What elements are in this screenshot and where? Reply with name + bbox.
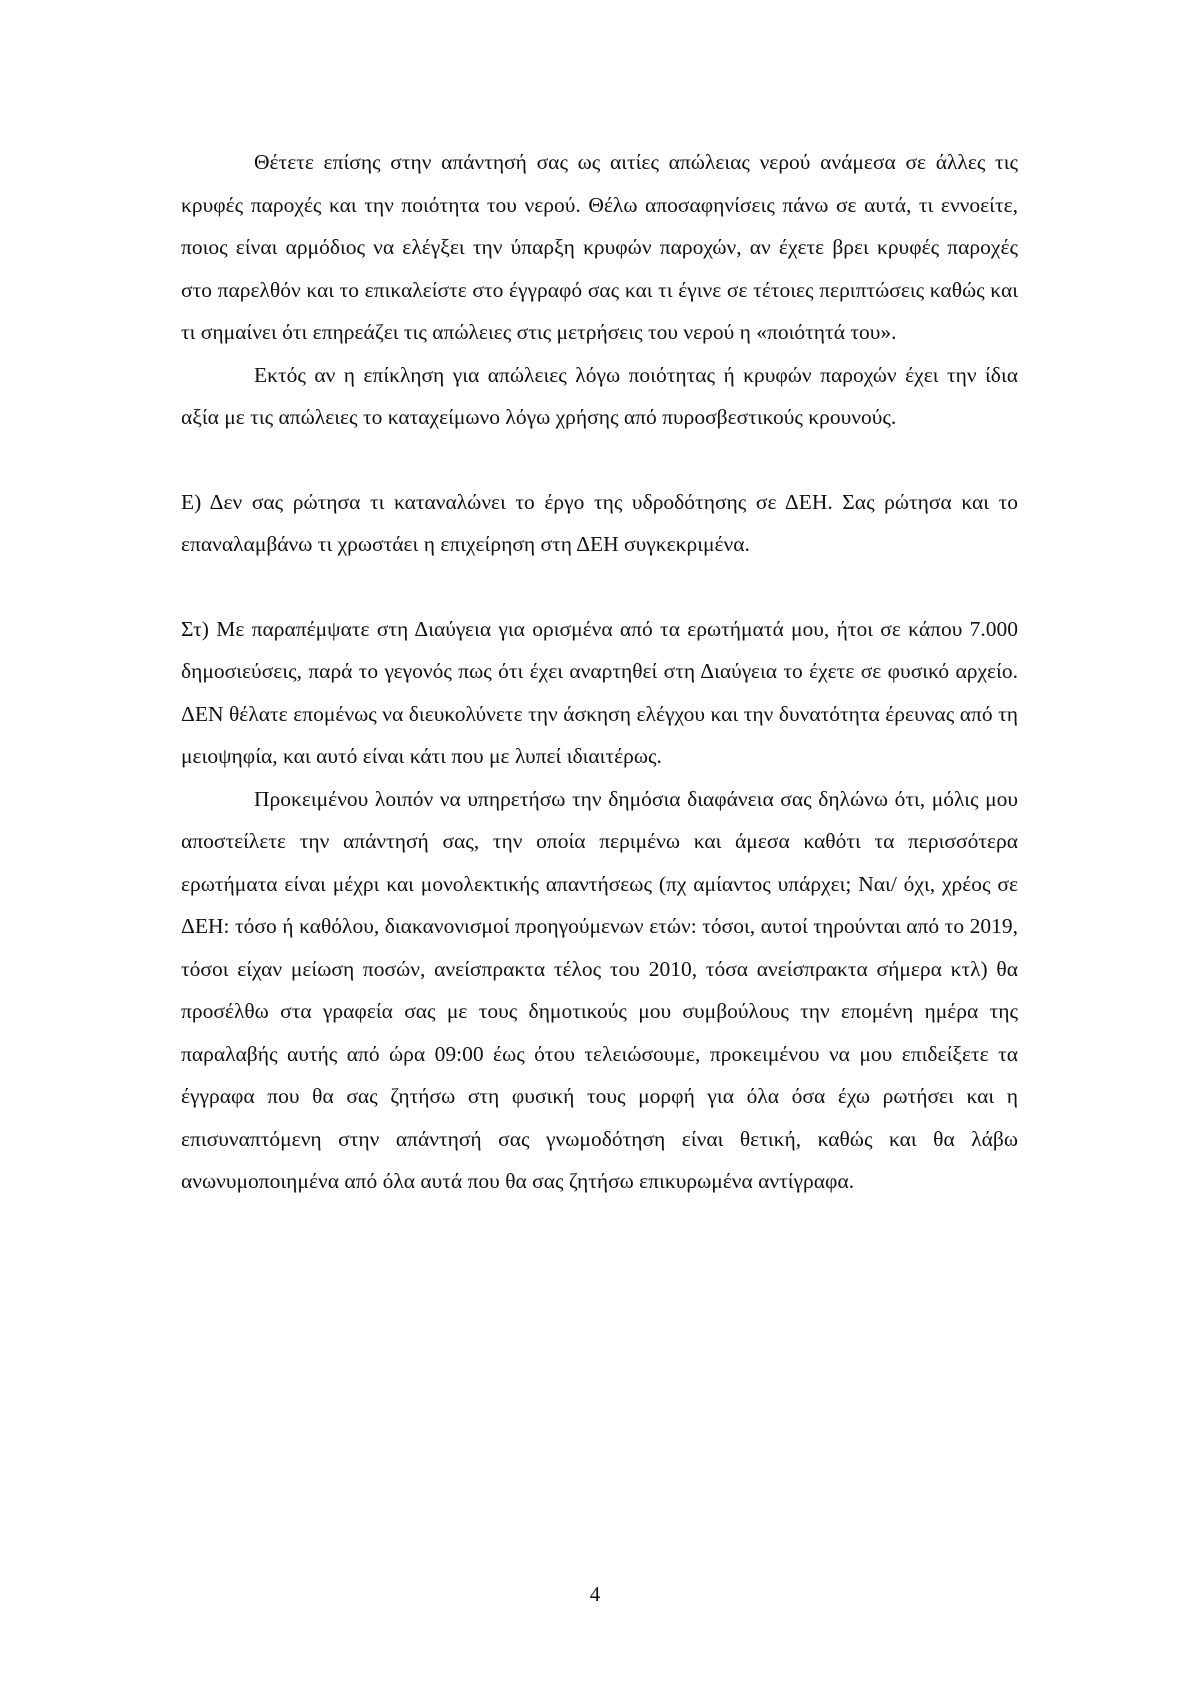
document-page bbox=[181, 141, 1018, 1203]
paragraph-fire-hydrant-losses: Εκτός αν η επίκληση για απώλειες λόγω ποιότητας ή κρυφών παροχών έχει την ίδια αξία με τις απώλειες το καταχείμωνο λόγω χρήσης από πυροσβεστικούς κρουνούς. bbox=[181, 362, 1018, 429]
paragraph-section-st-diavgeia: Στ) Με παραπέμψατε στη Διαύγεια για ορισμένα από τα ερωτήματά μου, ήτοι σε κάπου 7.000 δημοσιεύσεις, παρά το γεγονός πως ότι έχει αναρτηθεί στη Διαύγεια το έχετε σε φυσικό αρχείο. ΔΕΝ θέλατε επομένως να διευκολύνετε την άσκηση ελέγχου και την δυνατότητα έρευνας από τη μειοψηφία, και αυτό είναι κάτι που με λυπεί ιδιαιτέρως. bbox=[181, 616, 1018, 768]
paragraph-spacer bbox=[181, 566, 1018, 608]
paragraph-spacer bbox=[181, 439, 1018, 481]
page-number: 4 bbox=[589, 1582, 601, 1606]
paragraph-hidden-supplies-water-quality: Θέτετε επίσης στην απάντησή σας ως αιτίες απώλειας νερού ανάμεσα σε άλλες τις κρυφές παροχές και την ποιότητα του νερού. Θέλω αποσαφηνίσεις πάνω σε αυτά, τι εννοείτε, ποιος είναι αρμόδιος να ελέγξει την ύπαρξη κρυφών παροχών, αν έχετε βρει κρυφές παροχές στο παρελθόν και το επικαλείστε στο έγγραφό σας και τι έγινε σε τέτοιες περιπτώσεις καθώς και τι σημαίνει ότι επηρεάζει τις απώλειες στις μετρήσεις του νερού η «ποιότητά του». bbox=[181, 150, 1018, 344]
paragraph-section-e-dei-debt: Ε) Δεν σας ρώτησα τι καταναλώνει το έργο της υδροδότησης σε ΔΕΗ. Σας ρώτησα και το επαναλαμβάνω τι χρωστάει η επιχείρηση στη ΔΕΗ συγκεκριμένα. bbox=[181, 489, 1018, 556]
paragraph-transparency-visit: Προκειμένου λοιπόν να υπηρετήσω την δημόσια διαφάνεια σας δηλώνω ότι, μόλις μου αποστείλετε την απάντησή σας, την οποία περιμένω και άμεσα καθότι τα περισσότερα ερωτήματα είναι μέχρι και μονολεκτικής απαντήσεως (πχ αμίαντος υπάρχει; Ναι/ όχι, χρέος σε ΔΕΗ: τόσο ή καθόλου, διακανονισμοί προηγούμενων ετών: τόσοι, αυτοί τηρούνται από το 2019, τόσοι είχαν μείωση ποσών, ανείσπρακτα τέλος του 2010, τόσα ανείσπρακτα σήμερα κτλ) θα προσέλθω στα γραφεία σας με τους δημοτικούς μου συμβούλους την επομένη ημέρα της παραλαβής αυτής από ώρα 09:00 έως ότου τελειώσουμε, προκειμένου να μου επιδείξετε τα έγγραφα που θα σας ζητήσω στη φυσική τους μορφή για όλα όσα έχω ρωτήσει και η επισυναπτόμενη στην απάντησή σας γνωμοδότηση είναι θετική, καθώς και θα λάβω ανωνυμοποιημένα από όλα αυτά που θα σας ζητήσω επικυρωμένα αντίγραφα. bbox=[181, 786, 1018, 1193]
